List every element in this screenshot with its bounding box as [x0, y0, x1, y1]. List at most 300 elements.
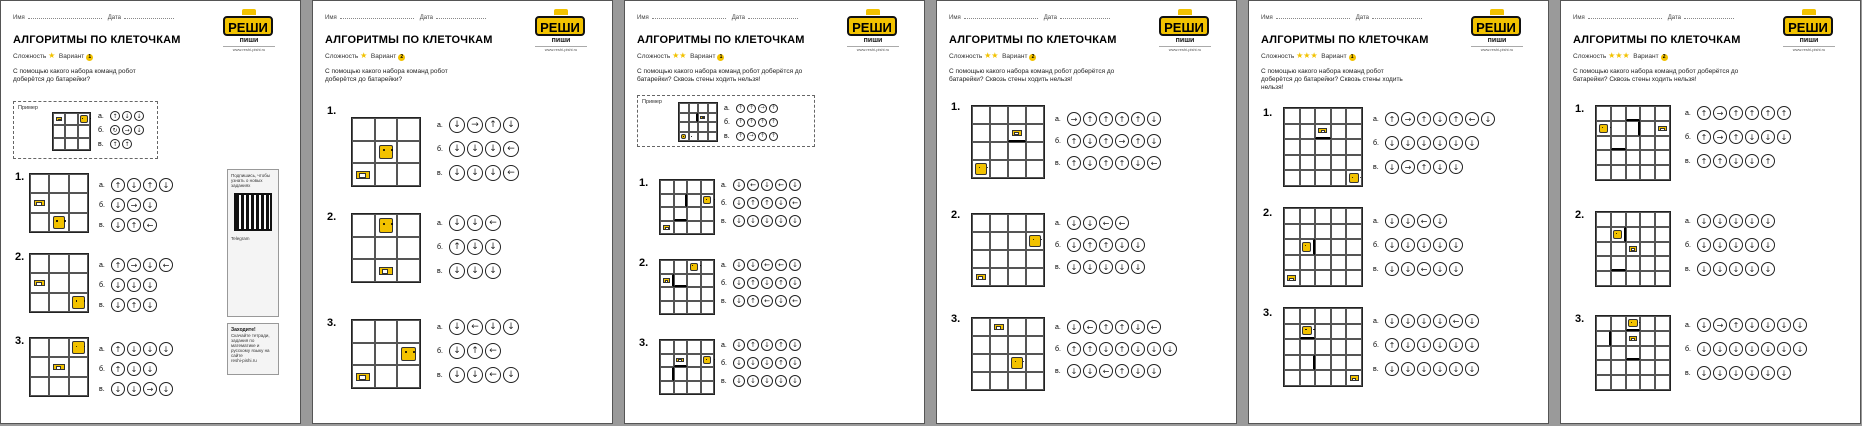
command-arrow-icon: ↑	[1729, 130, 1743, 144]
difficulty-variant: Сложность ★ Вариант 1	[13, 51, 93, 61]
battery-icon	[1629, 336, 1637, 341]
answer-option[interactable]	[1055, 259, 1147, 275]
command-arrow-icon: ↓	[1433, 262, 1447, 276]
command-arrow-icon: ↓	[1697, 366, 1711, 380]
command-arrow-icon: ↓	[122, 111, 132, 121]
command-arrow-icon: ↓	[733, 259, 745, 271]
answer-option[interactable]	[1685, 341, 1809, 357]
command-arrow-icon: ↑	[1713, 154, 1727, 168]
difficulty-variant: Сложность ★★ Вариант 1	[637, 51, 724, 61]
command-arrow-icon: ↑	[467, 343, 483, 359]
answer-option[interactable]	[1373, 261, 1465, 277]
answer-option[interactable]	[99, 197, 159, 213]
task-number: 1.	[639, 177, 649, 189]
option-label: б.	[721, 279, 727, 287]
difficulty-variant: Сложность ★★ Вариант 2	[949, 51, 1036, 61]
command-arrow-icon: ↓	[1433, 214, 1447, 228]
answer-option[interactable]	[1685, 129, 1793, 145]
command-arrow-icon: ↓	[485, 239, 501, 255]
command-arrow-icon: ↑	[449, 239, 465, 255]
command-arrow-icon: ↓	[1147, 112, 1161, 126]
option-label: а.	[1373, 115, 1379, 123]
command-arrow-icon: →	[758, 104, 767, 113]
difficulty-variant: Сложность ★★★ Вариант 2	[1573, 51, 1668, 61]
command-arrow-icon: ↓	[1417, 238, 1431, 252]
answer-option[interactable]	[1055, 237, 1147, 253]
command-arrow-icon: ↓	[775, 197, 787, 209]
command-arrow-icon: ↓	[1449, 338, 1463, 352]
option-label: а.	[1373, 217, 1379, 225]
command-arrow-icon: ↓	[761, 357, 773, 369]
option-label: б.	[99, 365, 105, 373]
option-label: а.	[1055, 323, 1061, 331]
option-label: в.	[1685, 369, 1691, 377]
command-arrow-icon: ↓	[775, 295, 787, 307]
star-icon: ★★	[984, 51, 999, 60]
command-arrow-icon: →	[1401, 160, 1415, 174]
battery-icon	[1350, 375, 1359, 380]
task-number: 1.	[15, 171, 25, 183]
command-arrow-icon: ↑	[775, 277, 787, 289]
command-arrow-icon: ↓	[1417, 136, 1431, 150]
command-arrow-icon: ↓	[449, 367, 465, 383]
answer-option[interactable]	[437, 141, 521, 157]
option-label: а.	[437, 219, 443, 227]
answer-option[interactable]	[1685, 105, 1793, 121]
battery-icon	[379, 267, 393, 275]
command-arrow-icon: ↓	[1465, 136, 1479, 150]
command-arrow-icon: ↓	[1417, 362, 1431, 376]
option-label: в.	[437, 371, 443, 379]
answer-option[interactable]	[721, 355, 803, 371]
robot-icon	[379, 145, 394, 160]
command-arrow-icon: ↓	[733, 179, 745, 191]
command-arrow-icon: ↑	[747, 197, 759, 209]
option-label: б.	[99, 281, 105, 289]
option-label: в.	[1055, 263, 1061, 271]
command-arrow-icon: ↓	[747, 259, 759, 271]
robot-icon	[975, 163, 987, 175]
command-arrow-icon: ↓	[1465, 314, 1479, 328]
command-arrow-icon: ↓	[127, 382, 141, 396]
maze-grid	[1283, 307, 1363, 387]
answer-option[interactable]	[721, 275, 803, 291]
maze-grid	[351, 213, 421, 283]
command-arrow-icon: ↓	[1729, 154, 1743, 168]
answer-option[interactable]	[1373, 111, 1497, 127]
robot-icon	[1302, 242, 1311, 252]
logo: РЕШИ пиши www.reshi-pishi.ru	[1783, 9, 1835, 57]
answer-option[interactable]	[99, 361, 159, 377]
command-arrow-icon: ↓	[1745, 154, 1759, 168]
answer-option[interactable]	[437, 165, 521, 181]
answer-option[interactable]	[1055, 319, 1163, 335]
answer-option[interactable]	[721, 337, 803, 353]
command-arrow-icon: ↑	[747, 104, 756, 113]
option-label: а.	[1055, 115, 1061, 123]
command-arrow-icon: ←	[1083, 320, 1097, 334]
task-number: 3.	[15, 335, 25, 347]
command-arrow-icon: ↑	[769, 118, 778, 127]
command-arrow-icon: ↓	[1385, 136, 1399, 150]
command-arrow-icon: ↓	[503, 117, 519, 133]
command-arrow-icon: ↓	[1777, 342, 1791, 356]
command-arrow-icon: ↓	[1729, 366, 1743, 380]
command-arrow-icon: ↓	[747, 375, 759, 387]
command-arrow-icon: ↑	[485, 117, 501, 133]
command-arrow-icon: ↓	[449, 117, 465, 133]
command-arrow-icon: ↓	[1449, 362, 1463, 376]
task-number: 3.	[327, 317, 337, 329]
option-label: в.	[1055, 367, 1061, 375]
question-text: С помощью какого набора команд робот доберётся до батарейки?	[13, 68, 136, 83]
answer-option[interactable]	[99, 217, 159, 233]
command-arrow-icon: ↑	[1729, 106, 1743, 120]
command-arrow-icon: ↓	[1465, 338, 1479, 352]
command-arrow-icon: ↓	[1401, 338, 1415, 352]
command-arrow-icon: →	[1713, 318, 1727, 332]
command-arrow-icon: ↓	[1481, 112, 1495, 126]
difficulty-variant: Сложность ★★★ Вариант 1	[1261, 51, 1356, 61]
promo-panel: Заходите! Скачайте тетради, задания по математике и русскому языку на сайте reshi-pishi.ru	[227, 323, 279, 375]
option-label: б.	[1055, 345, 1061, 353]
command-arrow-icon: ↓	[761, 215, 773, 227]
command-arrow-icon: ↑	[747, 277, 759, 289]
answer-option[interactable]	[1685, 153, 1777, 169]
command-arrow-icon: ↓	[1099, 342, 1113, 356]
command-arrow-icon: ↓	[1793, 318, 1807, 332]
command-arrow-icon: ↓	[1433, 160, 1447, 174]
command-arrow-icon: ↓	[449, 263, 465, 279]
command-arrow-icon: ←	[467, 319, 483, 335]
command-arrow-icon: ↓	[449, 165, 465, 181]
option-label: в.	[437, 169, 443, 177]
command-arrow-icon: ↓	[449, 343, 465, 359]
command-arrow-icon: ↑	[1099, 320, 1113, 334]
command-arrow-icon: ↓	[134, 125, 144, 135]
robot-icon	[80, 115, 87, 122]
answer-option[interactable]	[99, 341, 175, 357]
option-label: б.	[1685, 133, 1691, 141]
answer-option[interactable]	[99, 177, 175, 193]
command-arrow-icon: ↓	[1729, 238, 1743, 252]
option-label: а.	[721, 341, 727, 349]
answer-option[interactable]	[1685, 213, 1777, 229]
page-title: АЛГОРИТМЫ ПО КЛЕТОЧКАМ	[325, 34, 493, 46]
command-arrow-icon: ↓	[467, 141, 483, 157]
command-arrow-icon: ↓	[1385, 238, 1399, 252]
command-arrow-icon: ←	[143, 218, 157, 232]
option-label: а.	[437, 121, 443, 129]
command-arrow-icon: ↓	[1083, 156, 1097, 170]
command-arrow-icon: ↓	[761, 375, 773, 387]
battery-icon	[356, 171, 370, 179]
answer-option[interactable]	[99, 277, 159, 293]
answer-option[interactable]	[1055, 341, 1179, 357]
answer-option[interactable]	[724, 128, 780, 144]
option-label: б.	[1685, 345, 1691, 353]
command-arrow-icon: ↓	[789, 375, 801, 387]
command-arrow-icon: ↓	[1697, 342, 1711, 356]
answer-option[interactable]	[721, 373, 803, 389]
option-label: в.	[98, 140, 104, 148]
command-arrow-icon: ↓	[789, 357, 801, 369]
task-number: 1.	[1575, 103, 1585, 115]
answer-option[interactable]	[721, 195, 803, 211]
answer-option[interactable]	[437, 263, 503, 279]
command-arrow-icon: ↑	[747, 295, 759, 307]
command-arrow-icon: ←	[1417, 262, 1431, 276]
option-label: а.	[99, 261, 105, 269]
option-label: а.	[99, 181, 105, 189]
answer-option[interactable]	[721, 177, 803, 193]
option-label: б.	[721, 199, 727, 207]
worksheet-4	[936, 0, 1237, 424]
command-arrow-icon: ←	[1449, 314, 1463, 328]
answer-option[interactable]	[1685, 261, 1777, 277]
command-arrow-icon: ↓	[467, 215, 483, 231]
command-arrow-icon: ↓	[1067, 320, 1081, 334]
command-arrow-icon: ↑	[1761, 106, 1775, 120]
command-arrow-icon: ↓	[1417, 314, 1431, 328]
battery-icon	[976, 274, 987, 280]
command-arrow-icon: ←	[747, 179, 759, 191]
command-arrow-icon: ↑	[736, 104, 745, 113]
command-arrow-icon: ↓	[127, 362, 141, 376]
battery-icon	[53, 364, 64, 371]
command-arrow-icon: ↑	[1099, 134, 1113, 148]
command-arrow-icon: ↓	[111, 278, 125, 292]
command-arrow-icon: ↓	[1713, 366, 1727, 380]
command-arrow-icon: ↓	[1401, 262, 1415, 276]
command-arrow-icon: ↑	[1777, 106, 1791, 120]
robot-icon	[379, 218, 394, 233]
command-arrow-icon: ↓	[1697, 318, 1711, 332]
command-arrow-icon: ↑	[1115, 342, 1129, 356]
answer-option[interactable]	[1055, 215, 1131, 231]
answer-option[interactable]	[1685, 317, 1809, 333]
task-number: 1.	[327, 105, 337, 117]
command-arrow-icon: ↓	[143, 258, 157, 272]
command-arrow-icon: ↓	[733, 357, 745, 369]
answer-option[interactable]	[437, 319, 521, 335]
answer-option[interactable]	[721, 213, 803, 229]
answer-option[interactable]	[437, 215, 503, 231]
command-arrow-icon: ↓	[159, 178, 173, 192]
command-arrow-icon: ↑	[1067, 156, 1081, 170]
star-icon: ★★	[672, 51, 687, 60]
subscribe-panel: Подпишись, чтобы узнать о новых заданиях Telegram	[227, 169, 279, 317]
answer-option[interactable]	[1055, 133, 1163, 149]
battery-icon	[34, 200, 45, 207]
answer-option[interactable]	[1373, 135, 1481, 151]
robot-icon	[53, 216, 65, 228]
command-arrow-icon: →	[747, 132, 756, 141]
command-arrow-icon: ↓	[1713, 238, 1727, 252]
command-arrow-icon: ↑	[769, 104, 778, 113]
battery-icon	[663, 225, 671, 230]
command-arrow-icon: ↓	[733, 277, 745, 289]
robot-icon	[703, 356, 711, 364]
logo: РЕШИ пиши www.reshi-pishi.ru	[847, 9, 899, 57]
option-label: а.	[721, 261, 727, 269]
option-label: б.	[724, 118, 730, 126]
command-arrow-icon: ↓	[1083, 134, 1097, 148]
question-text: С помощью какого набора команд робот доберётся до батарейки? Сквозь стены ходить нельзя!	[1573, 68, 1739, 83]
robot-icon	[681, 134, 686, 139]
answer-option[interactable]	[1685, 365, 1793, 381]
command-arrow-icon: ↑	[1099, 112, 1113, 126]
option-label: б.	[1055, 137, 1061, 145]
command-arrow-icon: ↓	[1449, 238, 1463, 252]
command-arrow-icon: ↓	[467, 263, 483, 279]
command-arrow-icon: ↓	[503, 367, 519, 383]
option-label: б.	[437, 347, 443, 355]
option-label: а.	[98, 112, 104, 120]
answer-option[interactable]	[437, 367, 521, 383]
maze-grid	[1595, 211, 1671, 287]
command-arrow-icon: ↓	[1067, 238, 1081, 252]
command-arrow-icon: ↑	[1115, 112, 1129, 126]
task-number: 3.	[639, 337, 649, 349]
command-arrow-icon: ↑	[775, 357, 787, 369]
command-arrow-icon: ↓	[143, 362, 157, 376]
command-arrow-icon: ↑	[110, 111, 120, 121]
command-arrow-icon: ←	[1417, 214, 1431, 228]
command-arrow-icon: ↓	[143, 198, 157, 212]
option-label: в.	[1373, 365, 1379, 373]
command-arrow-icon: ←	[159, 258, 173, 272]
task-number: 2.	[639, 257, 649, 269]
star-icon: ★	[360, 51, 368, 60]
answer-option[interactable]	[99, 257, 175, 273]
answer-option[interactable]	[1055, 111, 1163, 127]
command-arrow-icon: ↓	[1131, 238, 1145, 252]
question-text: С помощью какого набора команд робот доберётся до батарейки? Сквозь стены ходить нельзя!	[637, 68, 803, 83]
command-arrow-icon: ↓	[1067, 216, 1081, 230]
command-arrow-icon: ↓	[143, 278, 157, 292]
command-arrow-icon: ↓	[775, 215, 787, 227]
option-label: в.	[1373, 265, 1379, 273]
answer-option[interactable]	[437, 239, 503, 255]
answer-option[interactable]	[721, 257, 803, 273]
robot-icon	[1029, 235, 1041, 247]
command-arrow-icon: ↓	[1115, 238, 1129, 252]
maze-grid	[29, 253, 89, 313]
answer-option[interactable]	[1373, 213, 1449, 229]
maze-grid	[971, 105, 1045, 179]
answer-option[interactable]	[1373, 159, 1465, 175]
command-arrow-icon: →	[1115, 134, 1129, 148]
command-arrow-icon: ↓	[1761, 342, 1775, 356]
example-box: Пример а. ↑ ↓ ↓ б. ↻ → ↓ в. ↑ ↑	[13, 101, 158, 159]
answer-option[interactable]	[1373, 237, 1465, 253]
answer-option[interactable]	[1055, 363, 1163, 379]
battery-icon	[663, 278, 670, 283]
command-arrow-icon: ←	[1147, 156, 1161, 170]
name-date-line: Имя Дата	[325, 15, 492, 21]
page-title: АЛГОРИТМЫ ПО КЛЕТОЧКАМ	[1573, 34, 1741, 46]
battery-icon	[34, 280, 45, 287]
command-arrow-icon: ↑	[775, 339, 787, 351]
command-arrow-icon: →	[127, 258, 141, 272]
command-arrow-icon: ↓	[733, 375, 745, 387]
option-label: в.	[1685, 157, 1691, 165]
option-label: б.	[437, 243, 443, 251]
command-arrow-icon: ↓	[747, 215, 759, 227]
answer-option[interactable]	[98, 136, 134, 152]
answer-option[interactable]	[437, 117, 521, 133]
task-number: 2.	[1263, 207, 1273, 219]
option-label: б.	[1373, 241, 1379, 249]
command-arrow-icon: ↑	[761, 197, 773, 209]
answer-option[interactable]	[1685, 237, 1777, 253]
answer-option[interactable]	[99, 381, 175, 397]
name-date-line: Имя Дата	[637, 15, 804, 21]
promo-link[interactable]: reshi-pishi.ru	[231, 358, 257, 363]
answer-option[interactable]	[1373, 361, 1481, 377]
option-label: а.	[724, 104, 730, 112]
option-label: в.	[437, 267, 443, 275]
battery-icon	[1318, 128, 1327, 133]
option-label: а.	[1685, 217, 1691, 225]
maze-grid	[971, 317, 1045, 391]
command-arrow-icon: ↓	[1465, 362, 1479, 376]
worksheet-5	[1248, 0, 1549, 424]
command-arrow-icon: →	[1713, 130, 1727, 144]
command-arrow-icon: ↑	[736, 132, 745, 141]
command-arrow-icon: ↓	[143, 298, 157, 312]
option-label: а.	[437, 323, 443, 331]
command-arrow-icon: ↓	[134, 111, 144, 121]
command-arrow-icon: ↓	[1745, 318, 1759, 332]
command-arrow-icon: ↑	[747, 339, 759, 351]
answer-option[interactable]	[1373, 337, 1481, 353]
command-arrow-icon: →	[1401, 112, 1415, 126]
question-text: С помощью какого набора команд робот доберётся до батарейки? Сквозь стены ходить нельзя!	[1261, 68, 1403, 91]
answer-option[interactable]	[721, 293, 803, 309]
answer-option[interactable]	[437, 343, 503, 359]
qr-code[interactable]	[234, 193, 272, 231]
maze-grid	[29, 337, 89, 397]
task-number: 3.	[1263, 307, 1273, 319]
robot-icon	[72, 341, 84, 353]
command-arrow-icon: ↓	[127, 178, 141, 192]
command-arrow-icon: ↓	[1777, 366, 1791, 380]
answer-option[interactable]	[1055, 155, 1163, 171]
command-arrow-icon: ←	[775, 179, 787, 191]
command-arrow-icon: ←	[1099, 216, 1113, 230]
battery-icon	[994, 324, 1005, 330]
command-arrow-icon: ↑	[1083, 238, 1097, 252]
command-arrow-icon: ↑	[1697, 106, 1711, 120]
answer-option[interactable]	[99, 297, 159, 313]
worksheet-1	[0, 0, 301, 424]
command-arrow-icon: ←	[1115, 216, 1129, 230]
command-arrow-icon: ↓	[467, 239, 483, 255]
command-arrow-icon: ↓	[1745, 130, 1759, 144]
command-arrow-icon: ↓	[1433, 112, 1447, 126]
robot-icon	[401, 347, 416, 362]
command-arrow-icon: ↑	[769, 132, 778, 141]
maze-grid	[659, 179, 715, 235]
answer-option[interactable]	[1373, 313, 1481, 329]
command-arrow-icon: ↓	[1729, 214, 1743, 228]
command-arrow-icon: ↓	[1713, 342, 1727, 356]
command-arrow-icon: ↑	[143, 178, 157, 192]
worksheet-6	[1560, 0, 1861, 424]
maze-grid	[1595, 315, 1671, 391]
